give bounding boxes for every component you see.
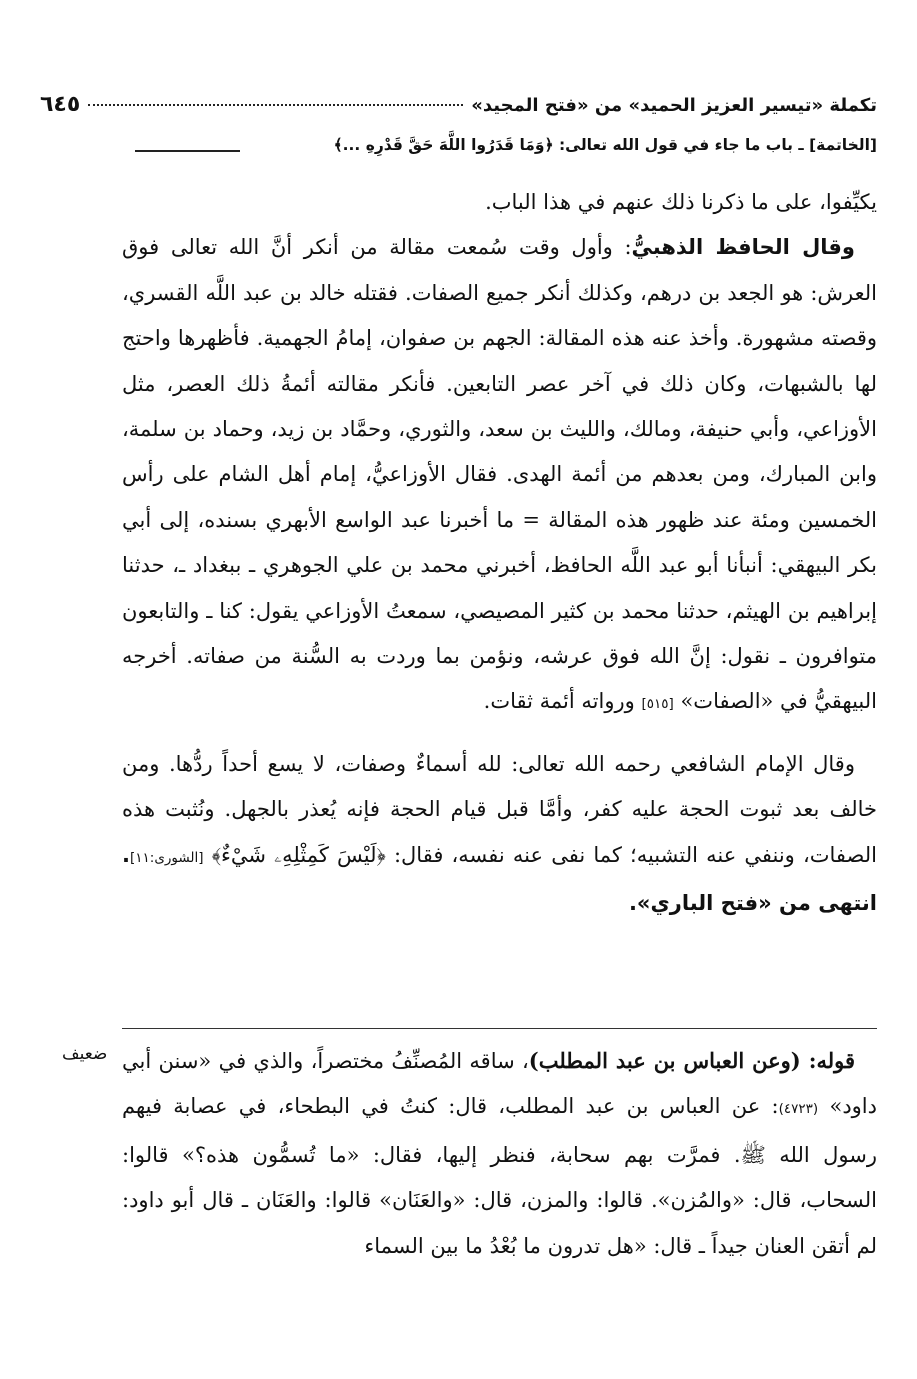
header-leader-dots — [88, 104, 463, 106]
sifat-reference: [٥١٥] — [641, 696, 674, 713]
commentary-text — [122, 1038, 877, 1269]
page-number: ٦٤٥ — [40, 92, 81, 117]
commentary-text-b: : عن العباس بن عبد المطلب، قال: كنتُ في البطحاء، في عصابة فيهم رسول الله ﷺ. فمرَّت بهم سحابة، فنظر إليها، فقال: «ما تُسمُّون هذه؟» قالوا: السحاب، قال: «والمُزن». قالوا: والمزن، قال: «والعَنَان» قالوا: والعَنَان ـ قال أبو داود: لم أتقن العنان جيداً ـ قال: «هل تدرون ما بُعْدُ ما بين السماء — [122, 1094, 877, 1258]
commentary-quoted: : (وعن العباس بن عبد المطلب) — [528, 1048, 817, 1073]
header-title: تكملة «تيسير العزيز الحميد» من «فتح المجيد» — [471, 95, 877, 116]
paragraph-3 — [122, 742, 877, 927]
separator-rule — [122, 1028, 877, 1029]
running-header — [40, 92, 877, 122]
abu-dawud-reference: (٤٧٢٣) — [778, 1101, 819, 1118]
commentary-lead: قوله — [816, 1048, 855, 1073]
main-text — [122, 180, 877, 927]
paragraph-1: يكيِّفوا، على ما ذكرنا ذلك عنهم في هذا الباب. — [485, 190, 877, 214]
paragraph-2-tail: ورواته أئمة ثقات. — [483, 689, 642, 714]
dhahabi-lead: وقال الحافظ الذهبيُّ — [631, 235, 855, 260]
paragraph-3-text: وقال الإمام الشافعي رحمه الله تعالى: لله أسماءٌ وصفات، لا يسع أحداً ردُّها. ومن خالف بعد ثبوت الحجة عليه كفر، وأمَّا قبل قيام الحجة فإنه يُعذر بالجهل. ونُثبت هذه الصفات، وننفي عنه التشبيه؛ كما نفى عنه نفسه، فقال: ﴿لَيْسَ كَمِثْلِهِۦ شَيْءٌ﴾ — [122, 751, 877, 867]
commentary-paragraph — [122, 1038, 877, 1269]
commentary-text-a: ، ساقه المُصنِّفُ مختصراً، والذي في «سنن أبي داود» — [122, 1049, 877, 1119]
shura-reference: [الشورى:١١] — [129, 849, 204, 866]
chapter-line: [الخاتمة] ـ باب ما جاء في قول الله تعالى: ﴿وَمَا قَدَرُوا اللَّهَ حَقَّ قَدْرِهِ ...﴾ — [333, 136, 877, 154]
margin-grade-note: ضعيف — [62, 1044, 108, 1064]
paragraph-2-text: : وأول وقت سُمعت مقالة من أنكر أنَّ الله تعالى فوق العرش: هو الجعد بن درهم، وكذلك أنكر جميع الصفات. فقتله خالد بن عبد اللَّه القسري، وقصته مشهورة. وأخذ عنه هذه المقالة: الجهم بن صفوان، إمامُ الجهمية. فأظهرها واحتج لها بالشبهات، وكان ذلك في آخر عصر التابعين. فأنكر مقالته أئمةُ ذلك العصر، مثل الأوزاعي، وأبي حنيفة، ومالك، والليث بن سعد، والثوري، وحمَّاد بن زيد، وحماد بن سلمة، وابن المبارك، ومن بعدهم من أئمة الهدى. فقال الأوزاعيُّ، إمام أهل الشام على رأس الخمسين ومئة عند ظهور هذه المقالة = ما أخبرنا عبد الواسع الأبهري بسنده، إلى أبي بكر البيهقي: أنبأنا أبو عبد اللَّه الحافظ، أخبرني محمد بن علي الجوهري ـ ببغداد ـ، حدثنا إبراهيم بن الهيثم، حدثنا محمد بن كثير المصيصي، سمعتُ الأوزاعي يقول: كنا ـ والتابعون متوافرون ـ نقول: إنَّ الله فوق عرشه، ونؤمن بما وردت به السُّنة من صفاته. أخرجه البيهقيُّ في «الصفات» — [122, 235, 877, 714]
fath-albari-note: . انتهى من «فتح الباري». — [122, 842, 877, 916]
chapter-rule — [135, 150, 240, 152]
paragraph-2 — [122, 225, 877, 727]
